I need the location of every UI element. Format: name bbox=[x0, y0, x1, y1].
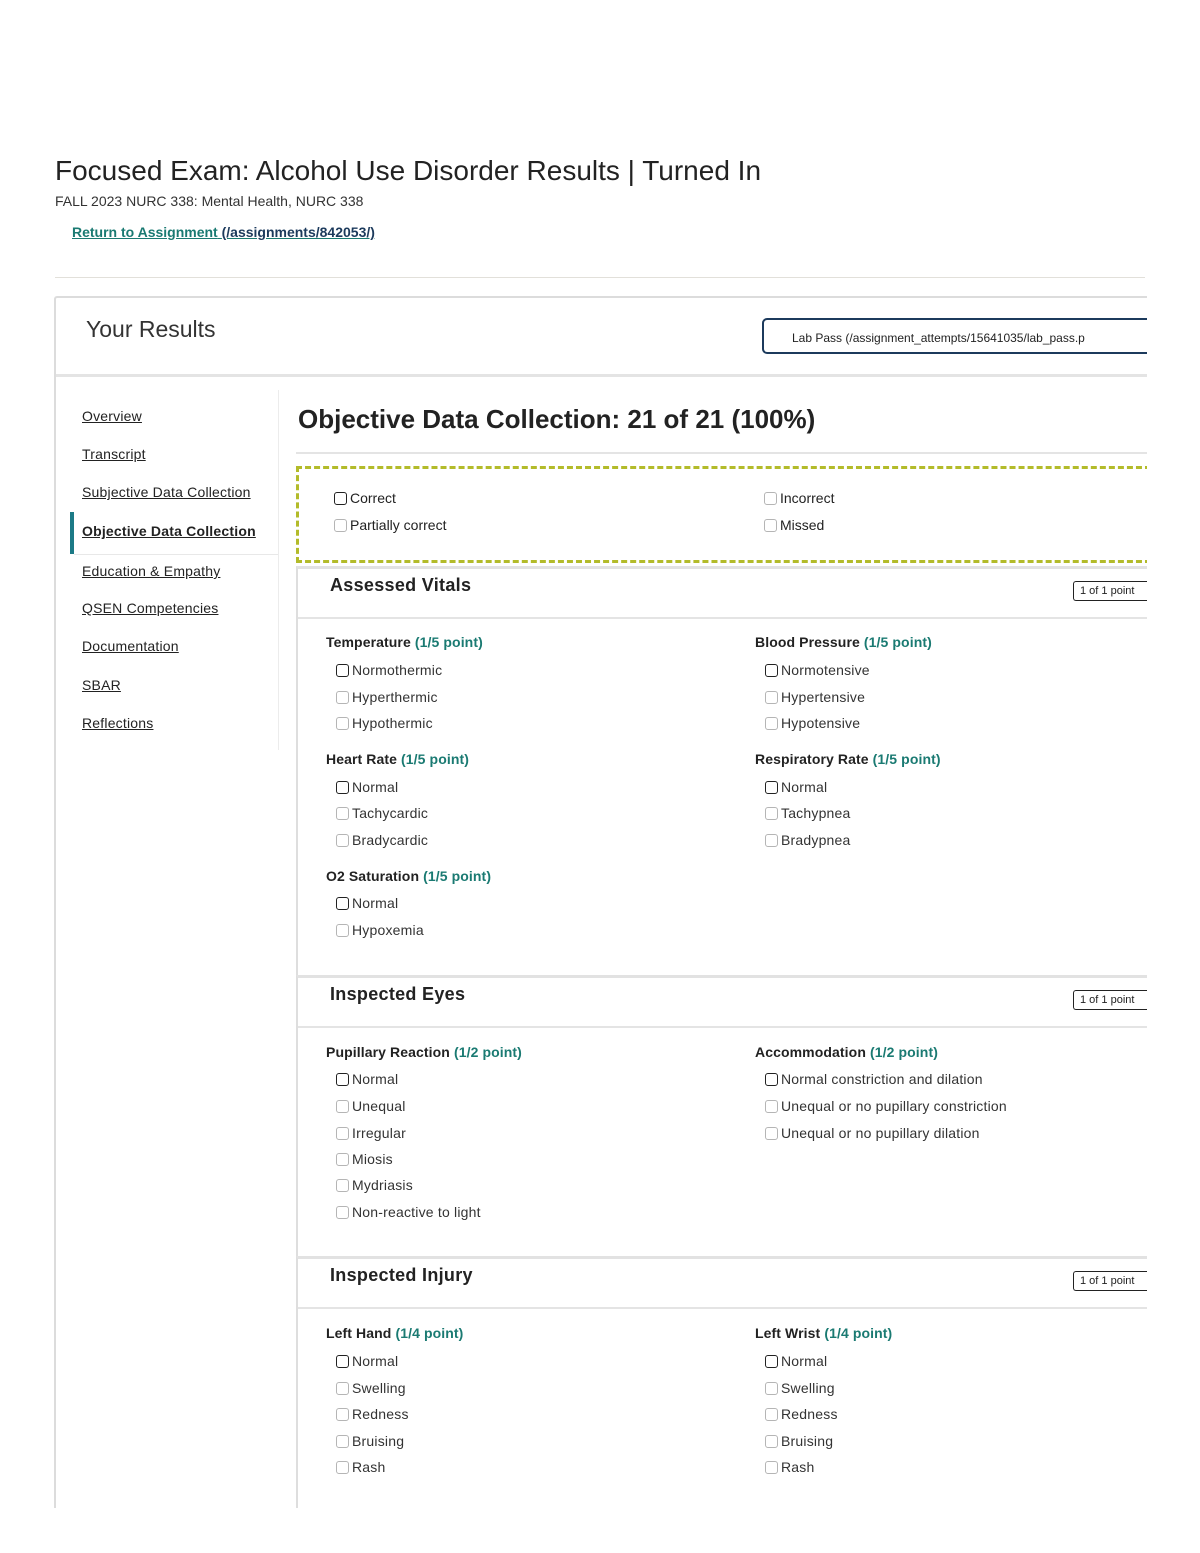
checkbox-icon bbox=[764, 492, 777, 505]
question-label: Blood Pressure bbox=[755, 634, 860, 650]
option-label: Swelling bbox=[781, 1380, 835, 1396]
option-label: Normal bbox=[352, 1353, 399, 1369]
active-item-indicator bbox=[70, 512, 74, 554]
option-label: Bradycardic bbox=[352, 832, 429, 848]
question-points: (1/5 point) bbox=[863, 634, 932, 650]
checkbox-icon bbox=[765, 717, 778, 730]
legend-incorrect bbox=[764, 490, 834, 506]
option-label: Unequal bbox=[352, 1098, 406, 1114]
legend-label: Missed bbox=[780, 517, 825, 533]
checkbox-icon bbox=[336, 1408, 349, 1421]
question-o2-saturation bbox=[326, 868, 492, 938]
option-label: Hyperthermic bbox=[352, 689, 438, 705]
option-item bbox=[336, 1204, 481, 1220]
sidebar-item-transcript[interactable]: Transcript bbox=[82, 446, 146, 462]
checkbox-icon bbox=[765, 1408, 778, 1421]
option-item bbox=[336, 832, 428, 848]
card-header bbox=[56, 298, 1147, 377]
checkbox-icon bbox=[765, 664, 778, 677]
option-item bbox=[765, 805, 851, 821]
option-item bbox=[765, 662, 870, 678]
option-item bbox=[336, 805, 428, 821]
question-heart-rate bbox=[326, 751, 470, 848]
option-item bbox=[336, 1353, 398, 1369]
section-title: Inspected Eyes bbox=[330, 984, 466, 1004]
checkbox-icon bbox=[336, 1073, 349, 1086]
sidebar-item-subjective-data-collection[interactable]: Subjective Data Collection bbox=[82, 484, 251, 500]
checkbox-icon bbox=[765, 1382, 778, 1395]
question-pupillary-reaction bbox=[326, 1044, 522, 1220]
question-label: Left Hand bbox=[326, 1325, 392, 1341]
option-label: Tachypnea bbox=[781, 805, 851, 821]
option-label: Normal bbox=[352, 779, 399, 795]
question-points: (1/5 point) bbox=[414, 634, 483, 650]
option-label: Hypoxemia bbox=[352, 922, 424, 938]
option-item bbox=[336, 1406, 409, 1422]
question-label: Pupillary Reaction bbox=[326, 1044, 450, 1060]
checkbox-icon bbox=[334, 519, 347, 532]
checkbox-icon bbox=[336, 1435, 349, 1448]
section-heading: Objective Data Collection: 21 of 21 (100%) bbox=[298, 404, 816, 434]
card-title: Your Results bbox=[86, 316, 216, 342]
checkbox-icon bbox=[334, 492, 347, 505]
checkbox-icon bbox=[336, 781, 349, 794]
option-item bbox=[336, 662, 442, 678]
sidebar-item-education-empathy[interactable]: Education & Empathy bbox=[82, 563, 221, 579]
checkbox-icon bbox=[336, 1382, 349, 1395]
option-item bbox=[336, 689, 438, 705]
checkbox-icon bbox=[336, 717, 349, 730]
option-label: Mydriasis bbox=[352, 1177, 413, 1193]
question-label: O2 Saturation bbox=[326, 868, 420, 884]
option-item bbox=[336, 1098, 406, 1114]
option-label: Rash bbox=[781, 1459, 815, 1475]
checkbox-icon bbox=[336, 897, 349, 910]
checkbox-icon bbox=[336, 1206, 349, 1219]
option-label: Irregular bbox=[352, 1125, 406, 1141]
option-item bbox=[765, 689, 865, 705]
section-header bbox=[298, 978, 1147, 1028]
option-label: Tachycardic bbox=[352, 805, 429, 821]
checkbox-icon bbox=[336, 1127, 349, 1140]
legend-correct bbox=[334, 490, 396, 506]
results-card bbox=[54, 296, 1147, 1508]
question-label: Accommodation bbox=[755, 1044, 866, 1060]
option-label: Unequal or no pupillary constriction bbox=[781, 1098, 1007, 1114]
option-label: Miosis bbox=[352, 1151, 393, 1167]
option-item bbox=[336, 895, 398, 911]
checkbox-icon bbox=[336, 1153, 349, 1166]
option-item bbox=[336, 1151, 393, 1167]
sidebar-item-overview[interactable]: Overview bbox=[82, 408, 142, 424]
main-content bbox=[296, 390, 1147, 1508]
section-header bbox=[298, 1259, 1147, 1309]
option-item bbox=[336, 779, 398, 795]
option-item bbox=[765, 1380, 835, 1396]
option-item bbox=[336, 1071, 398, 1087]
question-points: (1/4 point) bbox=[824, 1325, 893, 1341]
option-label: Normal bbox=[781, 779, 828, 795]
option-label: Normal bbox=[352, 1071, 399, 1087]
option-item bbox=[336, 1177, 413, 1193]
checkbox-icon bbox=[765, 781, 778, 794]
return-link-label: Return to Assignment bbox=[72, 224, 218, 240]
question-blood-pressure bbox=[755, 634, 932, 731]
page-title: Focused Exam: Alcohol Use Disorder Results | Turned In bbox=[55, 155, 762, 186]
sidebar-item-documentation[interactable]: Documentation bbox=[82, 638, 179, 654]
checkbox-icon bbox=[336, 691, 349, 704]
option-label: Bruising bbox=[781, 1433, 834, 1449]
checkbox-icon bbox=[765, 834, 778, 847]
return-link-path: (/assignments/842053/) bbox=[221, 224, 375, 240]
option-label: Normal constriction and dilation bbox=[781, 1071, 983, 1087]
option-label: Hypothermic bbox=[352, 715, 433, 731]
question-label: Left Wrist bbox=[755, 1325, 821, 1341]
question-points: (1/5 point) bbox=[401, 751, 470, 767]
option-item bbox=[765, 1433, 833, 1449]
option-item bbox=[765, 1459, 814, 1475]
question-points: (1/4 point) bbox=[395, 1325, 464, 1341]
checkbox-icon bbox=[765, 1461, 778, 1474]
question-respiratory-rate bbox=[755, 751, 941, 848]
legend-label: Partially correct bbox=[350, 517, 447, 533]
option-label: Bradypnea bbox=[781, 832, 851, 848]
sidebar-item-objective-data-collection[interactable]: Objective Data Collection bbox=[82, 523, 256, 539]
legend-missed bbox=[764, 517, 824, 533]
question-label: Temperature bbox=[326, 634, 411, 650]
question-label: Heart Rate bbox=[326, 751, 398, 767]
sidebar-item-reflections[interactable]: Reflections bbox=[82, 715, 154, 731]
option-label: Unequal or no pupillary dilation bbox=[781, 1125, 980, 1141]
option-item bbox=[765, 779, 827, 795]
option-item bbox=[765, 1071, 983, 1087]
checkbox-icon bbox=[765, 1435, 778, 1448]
question-points: (1/2 point) bbox=[869, 1044, 938, 1060]
option-label: Normothermic bbox=[352, 662, 443, 678]
option-item bbox=[765, 1353, 827, 1369]
option-label: Normal bbox=[781, 1353, 828, 1369]
option-label: Normal bbox=[352, 895, 399, 911]
legend-partially-correct bbox=[334, 517, 446, 533]
checkbox-icon bbox=[336, 834, 349, 847]
option-item bbox=[336, 715, 433, 731]
option-item bbox=[765, 1125, 980, 1141]
option-label: Bruising bbox=[352, 1433, 405, 1449]
section-title: Inspected Injury bbox=[330, 1265, 473, 1285]
checkbox-icon bbox=[336, 924, 349, 937]
option-item bbox=[765, 1098, 1007, 1114]
results-sidebar bbox=[56, 390, 279, 750]
option-item bbox=[336, 1380, 406, 1396]
section-inspected-injury bbox=[296, 1256, 1147, 1508]
checkbox-icon bbox=[336, 807, 349, 820]
question-label: Respiratory Rate bbox=[755, 751, 869, 767]
checkbox-icon bbox=[765, 1073, 778, 1086]
checkbox-icon bbox=[336, 1461, 349, 1474]
legend-label: Correct bbox=[350, 490, 396, 506]
sidebar-item-qsen-competencies[interactable]: QSEN Competencies bbox=[82, 600, 219, 616]
option-label: Redness bbox=[352, 1406, 409, 1422]
checkbox-icon bbox=[336, 664, 349, 677]
question-left-hand bbox=[326, 1325, 464, 1475]
checkbox-icon bbox=[336, 1179, 349, 1192]
option-item bbox=[336, 1459, 385, 1475]
option-item bbox=[336, 1433, 404, 1449]
option-item bbox=[765, 715, 860, 731]
section-inspected-eyes bbox=[296, 975, 1147, 1257]
option-item bbox=[336, 1125, 406, 1141]
question-points: (1/2 point) bbox=[453, 1044, 522, 1060]
option-label: Redness bbox=[781, 1406, 838, 1422]
section-assessed-vitals bbox=[296, 566, 1147, 976]
points-badge: 1 of 1 point bbox=[1073, 1271, 1147, 1291]
heading-divider bbox=[296, 452, 1147, 454]
lab-pass-button[interactable]: Lab Pass (/assignment_attempts/15641035/lab_pass.p bbox=[762, 318, 1147, 354]
course-subtitle: FALL 2023 NURC 338: Mental Health, NURC 338 bbox=[55, 193, 364, 209]
return-to-assignment-link[interactable] bbox=[72, 224, 375, 240]
section-header bbox=[298, 569, 1147, 619]
question-temperature bbox=[326, 634, 483, 731]
option-item bbox=[765, 832, 851, 848]
option-label: Rash bbox=[352, 1459, 386, 1475]
points-badge: 1 of 1 point bbox=[1073, 581, 1147, 601]
checkbox-icon bbox=[765, 691, 778, 704]
checkbox-icon bbox=[336, 1355, 349, 1368]
checkbox-icon bbox=[336, 1100, 349, 1113]
checkbox-icon bbox=[765, 807, 778, 820]
divider bbox=[55, 277, 1145, 278]
option-label: Swelling bbox=[352, 1380, 406, 1396]
legend-label: Incorrect bbox=[780, 490, 835, 506]
question-points: (1/5 point) bbox=[423, 868, 492, 884]
question-points: (1/5 point) bbox=[872, 751, 941, 767]
option-item bbox=[765, 1406, 838, 1422]
option-item bbox=[336, 922, 424, 938]
checkbox-icon bbox=[765, 1127, 778, 1140]
points-badge: 1 of 1 point bbox=[1073, 990, 1147, 1010]
checkbox-icon bbox=[765, 1100, 778, 1113]
results-legend bbox=[296, 466, 1147, 563]
question-accommodation bbox=[755, 1044, 1007, 1141]
checkbox-icon bbox=[764, 519, 777, 532]
option-label: Non-reactive to light bbox=[352, 1204, 481, 1220]
sidebar-item-sbar[interactable]: SBAR bbox=[82, 677, 121, 693]
section-title: Assessed Vitals bbox=[330, 575, 472, 595]
option-label: Normotensive bbox=[781, 662, 870, 678]
question-left-wrist bbox=[755, 1325, 893, 1475]
option-label: Hypotensive bbox=[781, 715, 861, 731]
checkbox-icon bbox=[765, 1355, 778, 1368]
option-label: Hypertensive bbox=[781, 689, 866, 705]
